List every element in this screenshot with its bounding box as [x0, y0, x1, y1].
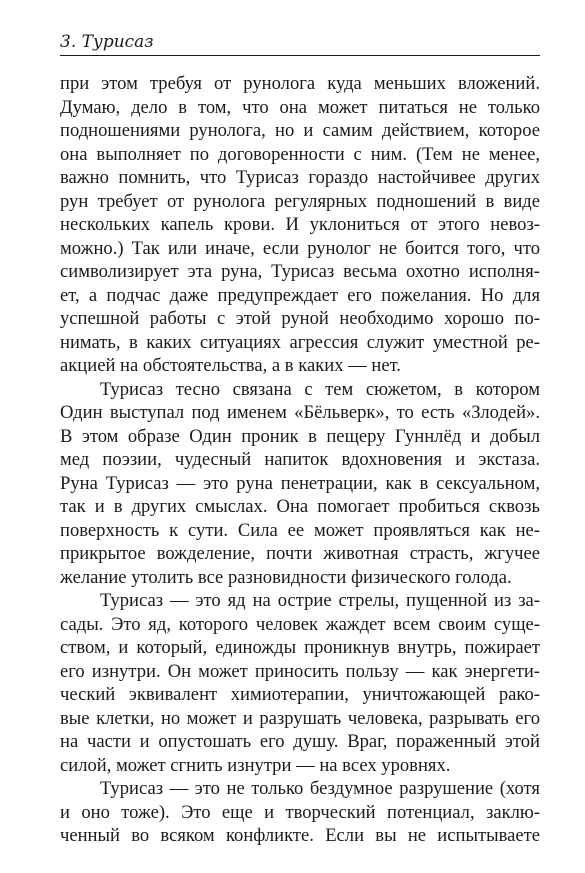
- text-line: его изнутри. Он может приносить пользу — как энергети-: [60, 660, 540, 682]
- text-line: нимать, в каких ситуациях агрессия служит уместной ре-: [60, 331, 540, 353]
- text-line: силой, может сгнить изнутри — на всех уровнях.: [60, 754, 451, 776]
- text-line: нескольких капель крови. И уклониться от этого невоз-: [60, 214, 540, 235]
- text-line: так и в других смыслах. Она помогает пробиться сквозь: [60, 496, 540, 517]
- header-rule: [60, 55, 540, 56]
- text-line: ет, а подчас даже предупреждает его пожелания. Но для: [60, 284, 540, 306]
- text-line: Руна Турисаз — это руна пенетрации, как в сексуальном,: [60, 472, 540, 494]
- text-line: Турисаз — это не только бездумное разрушение (хотя: [100, 778, 540, 799]
- text-line: важно помнить, что Турисаз гораздо настойчивее других: [60, 167, 540, 188]
- text-line: Турисаз — это яд на острие стрелы, пущенной из за-: [100, 590, 540, 611]
- text-line: Думаю, дело в том, что она может питаться не только: [60, 96, 540, 118]
- text-line: вые клетки, но может и разрушать человека, разрывать его: [60, 707, 540, 729]
- text-line: символизирует эта руна, Турисаз весьма охотно исполня-: [60, 261, 540, 282]
- text-line: ческий эквивалент химиотерапии, уничтожающей рако-: [60, 684, 540, 705]
- text-line: подношениями рунолога, но и самим действием, которое: [60, 120, 540, 141]
- text-line: Один выступал под именем «Бёльверк», то есть «Злодей».: [60, 402, 540, 423]
- text-line: она выполняет по договоренности с ним. (Тем не менее,: [60, 143, 540, 165]
- text-line: прикрытое вожделение, почти животная страсть, жгучее: [60, 543, 540, 564]
- text-line: желание утолить все разновидности физического голода.: [60, 566, 512, 588]
- running-head: 3. Турисаз: [60, 32, 154, 52]
- text-line: рун требует от рунолога регулярных подношений в виде: [60, 190, 540, 212]
- body-text: [60, 72, 540, 848]
- text-line: и оно тоже). Это еще и творческий потенциал, заклю-: [60, 801, 540, 823]
- text-line: В этом образе Один проник в пещеру Гуннлёд и добыл: [60, 425, 540, 447]
- text-line: поверхность к сути. Сила ее может проявляться как не-: [60, 519, 540, 541]
- text-line: акцией на обстоятельства, а в каких — нет.: [60, 355, 401, 376]
- text-line: на части и опустошать его душу. Враг, пораженный этой: [60, 731, 540, 752]
- text-line: при этом требуя от рунолога куда меньших вложений.: [60, 73, 540, 94]
- text-line: сады. Это яд, которого человек жаждет всем своим суще-: [60, 613, 540, 635]
- text-line: ством, и который, единожды проникнув внутрь, пожирает: [60, 637, 540, 658]
- text-line: ченный во всяком конфликте. Если вы не испытываете: [60, 825, 540, 846]
- text-line: мед поэзии, чудесный напиток вдохновения и экстаза.: [60, 449, 540, 470]
- text-line: успешной работы с этой руной необходимо хорошо по-: [60, 308, 540, 329]
- text-line: Турисаз тесно связана с тем сюжетом, в котором: [100, 378, 540, 400]
- text-line: можно.) Так или иначе, если рунолог не боится того, что: [60, 237, 540, 259]
